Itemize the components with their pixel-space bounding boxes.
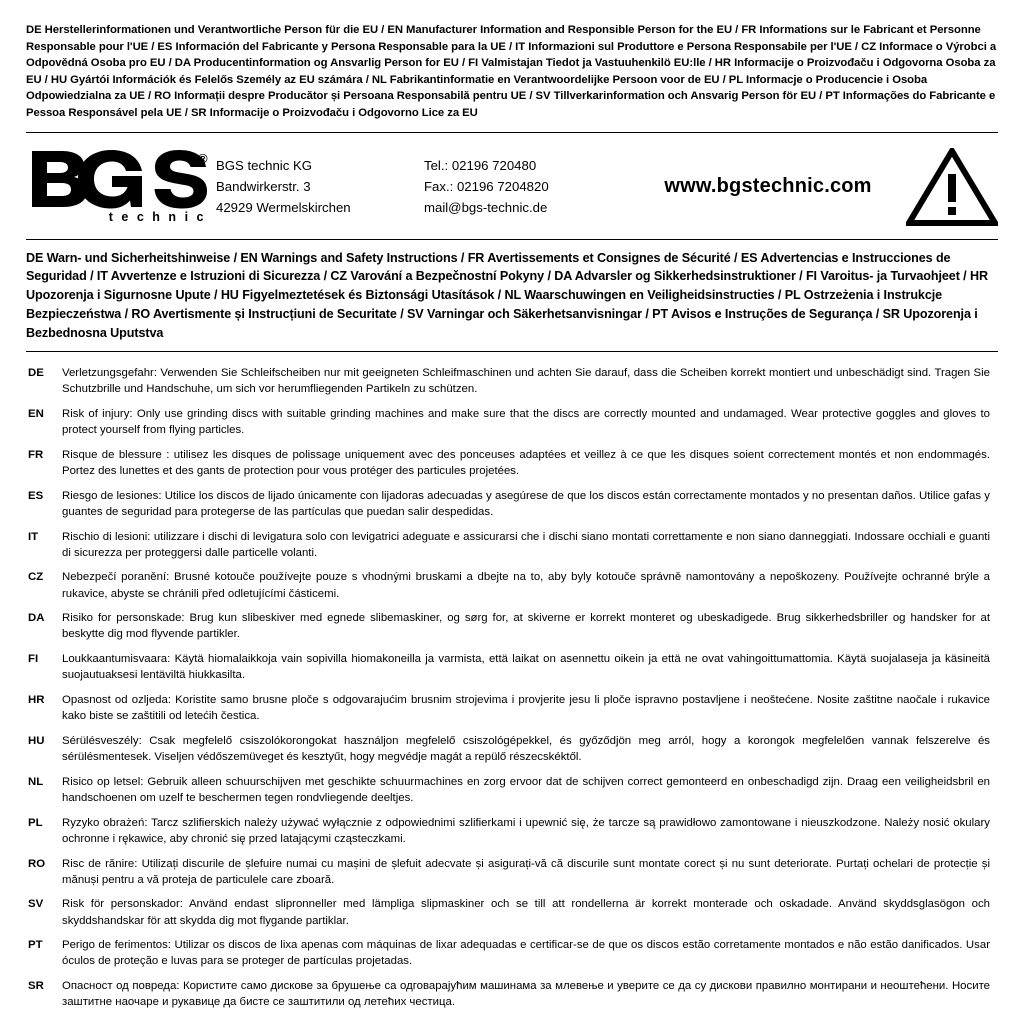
instruction-language-code: EN [28, 407, 44, 420]
company-logo [26, 149, 216, 224]
bgs-logo-mark [30, 149, 216, 209]
instruction-text: Risiko for personskade: Brug kun slibeskiver med egnede slibemaskiner, og sørg for, at skiverne er korrekt monteret og ubeskadigede. Brug sikkerhedsbriller og handsker for at beskytte dig mod flyvende partikler. [62, 612, 990, 641]
instruction-text: Risc de rănire: Utilizați discurile de șlefuire numai cu mașini de șlefuit adecvate și asigurați-vă că discurile sunt montate corect și nu sunt deteriorate. Purtați ochelari de protecție și mănuși pentru a vă proteja de particulele care zboară. [62, 857, 990, 886]
logo-subtitle: technic [108, 210, 212, 225]
instruction-language-code: PT [28, 939, 43, 952]
manufacturer-info-text: DE Herstellerinformationen und Verantwortliche Person für die EU / EN Manufacturer Information and Responsible Person for the EU / FR Informations sur le Fabricant et Personne Responsable pour l'UE / ES Información del Fabricante y Persona Responsable para la UE / IT Informazioni sul Produttore e Persona Responsabile per l'UE / CZ Informace o Výrobci a Odpovědná Osoba pro EU / DA Producentinformation og Ansvarlig Person for EU / FI Valmistajan Tiedot ja Vastuuhenkilö EU:lle / HR Informacije o Proizvođaču i Odgovorna Osoba za EU / HU Gyártói Információk és Felelős Személy az EU számára / NL Fabrikantinformatie en Verantwoordelijke Persoon voor de EU / PL Informacje o Producencie i Osoba Odpowiedzialna za UE / RO Informații despre Producător și Persoana Responsabilă pentru UE / SV Tillverkarinformation och Ansvarig Person för EU / PT Informações do Fabricante e Pessoa Responsável pela UE / SR Informacije o Proizvođaču i Odgovorno Lice za EU [26, 24, 997, 119]
warning-triangle-container [902, 148, 998, 226]
instruction-row [26, 365, 998, 397]
instruction-language-code: FR [28, 448, 44, 461]
instruction-text: Rischio di lesioni: utilizzare i dischi di levigatura solo con levigatrici adeguate e assicurarsi che i dischi siano montati correttamente e non siano danneggiati. Indossare occhiali e guanti di sicurezza per proteggersi dalle particelle volanti. [62, 530, 990, 559]
instruction-row [26, 774, 998, 806]
company-fax: Fax.: 02196 7204820 [424, 178, 549, 194]
instruction-language-code: NL [28, 775, 44, 788]
instruction-row [26, 733, 998, 765]
instruction-text: Nebezpečí poranění: Brusné kotouče používejte pouze s vhodnými bruskami a dbejte na to, aby byly kotouče správně namontovány a nepoškozeny. Používejte ochranné brýle a rukavice, abyste se chránili před odletujícími částicemi. [62, 571, 990, 600]
instruction-row [26, 569, 998, 601]
instruction-language-code: DA [28, 612, 45, 625]
instruction-language-code: DE [28, 367, 44, 380]
instruction-row [26, 447, 998, 479]
warning-triangle-icon [906, 148, 998, 226]
instruction-text: Risque de blessure : utilisez les disques de polissage uniquement avec des ponceuses adaptées et veillez à ce que les disques soient correctement montés et non endommagés. Portez des lunettes et des gants de protection pour vous protéger des particules projetées. [62, 448, 990, 477]
company-name: BGS technic KG [216, 157, 313, 173]
instruction-text: Sérülésveszély: Csak megfelelő csiszolókorongokat használjon megfelelő csiszológépekkel, és győződjön meg arról, hogy a korongok megfelelően vannak felszerelve és sérülésmentesek. Viseljen védőszemüveget és kesztyűt, hogy megvédje magát a repülő részecskéktől. [62, 734, 990, 764]
instruction-text: Verletzungsgefahr: Verwenden Sie Schleifscheiben nur mit geeigneten Schleifmaschinen und achten Sie darauf, dass die Scheiben korrekt montiert und unbeschädigt sind. Tragen Sie Schutzbrille und Handschuhe, um sich vor herumfliegenden Partikeln zu schützen. [62, 367, 990, 396]
svg-text:®: ® [198, 151, 206, 167]
instruction-language-code: ES [28, 489, 44, 502]
instruction-row [26, 651, 998, 683]
instruction-language-code: HU [28, 734, 45, 747]
instruction-language-code: SV [28, 898, 44, 911]
instruction-row [26, 610, 998, 642]
warnings-heading-text: DE Warn- und Sicherheitshinweise / EN Warnings and Safety Instructions / FR Avertissements et Consignes de Sécurité / ES Advertencias e Instrucciones de Seguridad / IT Avvertenze e Istruzioni di Sicurezza / CZ Varování a Bezpečnostní Pokyny / DA Advarsler og Sikkerhedsinstruktioner / FI Varoitus- ja Turvaohjeet / HR Upozorenja i Sigurnosne Upute / HU Figyelmeztetések és Biztonsági Utasítások / NL Waarschuwingen en Veiligheidsinstructies / PL Ostrzeżenia i Instrukcje Bezpieczeństwa / RO Avertismente și Instrucțiuni de Securitate / SV Varningar och Säkerhetsanvisningar / PT Avisos e Instruções de Segurança / SR Upozorenja i Bezbednosna Uputstva [26, 250, 988, 341]
instruction-language-code: IT [28, 530, 39, 543]
instruction-language-code: FI [28, 653, 39, 666]
instruction-language-code: PL [28, 816, 43, 829]
company-header [26, 133, 998, 239]
company-address [216, 155, 424, 219]
instruction-text: Loukkaantumisvaara: Käytä hiomalaikkoja vain sopivilla hiomakoneilla ja varmista, että laikat on asennettu oikein ja että ne ovat vahingoittumattomia. Käytä suojalaseja ja käsineitä suojautuaksesi lentäviltä hiukkasilta. [62, 653, 990, 682]
instruction-text: Ryzyko obrażeń: Tarcz szlifierskich należy używać wyłącznie z odpowiednimi szlifierkami i upewnić się, że tarcze są prawidłowo zamontowane i nieuszkodzone. Należy nosić okulary ochronne i rękawice, aby chronić się przed latającymi cząsteczkami. [62, 816, 990, 845]
instruction-text: Risico op letsel: Gebruik alleen schuurschijven met geschikte schuurmachines en zorg ervoor dat de schijven correct gemonteerd en onbeschadigd zijn. Draag een veiligheidsbril en handschoenen om uzelf te beschermen tegen rondvliegende deeltjes. [62, 775, 990, 804]
company-website[interactable]: www.bgstechnic.com [664, 175, 872, 198]
instruction-text: Riesgo de lesiones: Utilice los discos de lijado únicamente con lijadoras adecuadas y asegúrese de que los discos están correctamente montados y no presentan daños. Utilice gafas y guantes de seguridad para protegerse de las partículas que puedan salir despedidas. [62, 489, 990, 518]
instruction-text: Risk för personskador: Använd endast slipronneller med lämpliga slipmaskiner och se till att rondellerna är korrekt monterade och oskadade. Använd skyddsglasögon och skyddshandskar för att skydda dig mot flygande partiklar. [62, 898, 990, 927]
instruction-row [26, 856, 998, 888]
manufacturer-info-block [26, 22, 998, 122]
instruction-text: Opasnost od ozljeda: Koristite samo brusne ploče s odgovarajućim brusnim strojevima i provjerite jesu li ploče ispravno postavljene i neoštećene. Nosite zaštitne naočale i rukavice kako biste se zaštitili od letećih čestica. [62, 694, 990, 723]
company-city: 42929 Wermelskirchen [216, 200, 351, 216]
company-telephone: Tel.: 02196 720480 [424, 157, 537, 173]
instructions-list [26, 352, 998, 1011]
company-street: Bandwirkerstr. 3 [216, 178, 311, 194]
instruction-text: Risk of injury: Only use grinding discs with suitable grinding machines and make sure that the discs are correctly mounted and undamaged. Wear protective goggles and gloves to protect yourself from flying particles. [62, 407, 990, 437]
instruction-language-code: SR [28, 980, 44, 993]
instruction-row [26, 815, 998, 847]
instruction-row [26, 896, 998, 928]
instruction-row [26, 692, 998, 724]
instruction-text: Perigo de ferimentos: Utilizar os discos de lixa apenas com máquinas de lixar adequadas e certificar-se de que os discos estão corretamente montados e não estão danificados. Usar óculos de proteção e luvas para se proteger de partículas projetadas. [62, 939, 990, 968]
instruction-row [26, 488, 998, 520]
instruction-row [26, 937, 998, 969]
instruction-row [26, 406, 998, 438]
company-contact [424, 155, 660, 219]
instruction-row [26, 978, 998, 1010]
bgs-logo-icon [30, 149, 208, 209]
instruction-language-code: CZ [28, 571, 44, 584]
instruction-text: Опасност од повреда: Користите само дискове за брушење са одговарајућим машинама за млевење и уверите се да су дискови правилно монтирани и неоштећени. Носите заштитне наочаре и рукавице да бисте се заштитили од летећих честица. [62, 980, 990, 1009]
instruction-row [26, 529, 998, 561]
instruction-language-code: HR [28, 694, 45, 707]
warnings-heading [26, 240, 998, 351]
company-email[interactable]: mail@bgs-technic.de [424, 200, 548, 216]
instruction-language-code: RO [28, 857, 46, 870]
